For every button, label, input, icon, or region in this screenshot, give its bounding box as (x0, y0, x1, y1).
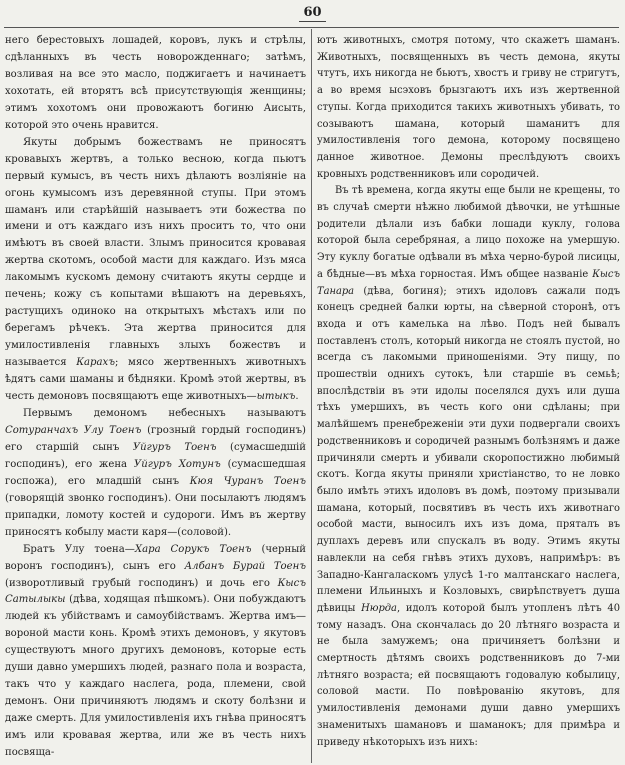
term-karah: Карахъ (76, 357, 115, 369)
right-paragraph-2: Въ тѣ времена, когда якуты еще были не крещены, то въ случаѣ смерти нѣжно любимой дѣвочки, не утѣшные родители дѣлали изъ бабки лошади куклу, голова которой была серебряная, а лицо похоже на умершую. Эту куклу богатые одѣвали въ мѣха черно-бурой лисицы, а бѣдные—въ мѣха горностая. Имъ общее названіе Кысъ Танара (дѣва, богиня); этихъ идоловъ сажали подъ конецъ средней балки юрты, на сѣверной сторонѣ, отъ входа и отъ камелька на лѣво. Подъ ней бывалъ поставленъ столъ, который никогда не стоялъ пустой, но всегда съ лакомыми приношеніями. Эту пищу, по прошествіи однихъ сутокъ, ѣли старшіе въ семьѣ; впослѣдствіи въ эти идолы поселялся духъ или душа тѣхъ умершихъ, въ честь кого они сдѣланы; при малѣйшемъ пренебреженіи эти духи подвергали своихъ родственниковъ и сородичей разнымъ болѣзнямъ и даже причиняли смерть и убивали скоропостижно любимый скотъ. Когда якуты приняли христіанство, то не ловко было имѣть этихъ идоловъ въ домѣ, поэтому призывали шамана, который, посвятивъ въ честь ихъ животнаго особой масти, выносилъ ихъ изъ дома, пряталъ въ дуплахъ деревъ или спускалъ въ воду. Этимъ якуты навлекли на себя гнѣвъ этихъ духовъ, напримѣръ: въ Западно-Кангаласкомъ улусѣ 1-го малтанскаго наслега, племени Ильиныхъ и Козловыхъ, свирѣпствуетъ душа дѣвицы Нюрда, идолъ которой былъ утопленъ лѣтъ 40 тому назадъ. Она скончалась до 20 лѣтняго возраста и не была замужемъ; она причиняетъ болѣзни и смертность дѣтямъ своихъ родственниковъ до 7-ми лѣтняго возраста; ей посвящаютъ годовалую кобылицу, соловой масти. По повѣрованію якутовъ, для умилостивленія демонами души давно умершихъ знаменитыхъ шамановъ и шаманокъ; для примѣра и приведу нѣкоторыхъ изъ нихъ: (317, 185, 620, 748)
left-paragraph-1: него берестовыхъ лошадей, коровъ, лукъ и стрѣлы, сдѣланныхъ въ честь новорожденнаго; затѣмъ, возливая на все это масло, поджигаетъ и начинаетъ хохотать, ей вторятъ всѣ присутствующія женщины; этимъ хохотомъ они провожаютъ богиню Аисыть, которой это очень нравится. (5, 35, 306, 131)
left-paragraph-2: Якуты добрымъ божествамъ не приносятъ кровавыхъ жертвъ, а только весною, когда пьютъ первый кумысъ, въ честь нихъ дѣлаютъ возліяніе на огонь кумысомъ изъ деревянной ступы. При этомъ шаманъ или старѣйшій называетъ эти божества по имени и отъ каждаго изъ нихъ проситъ то, что они имѣютъ въ своей власти. Злымъ приносится кровавая жертва скотомъ, особой масти для каждаго. Изъ мяса лакомымъ кускомъ демону считаютъ якуты сердце и печень; кожу съ копытами вѣшаютъ на деревьяхъ, растущихъ одиноко на открытыхъ мѣстахъ или по берегамъ рѣчекъ. Эта жертва приносится для умилостивленія главныхъ злыхъ божествъ и называется Карахъ; мясо жертвенныхъ животныхъ ѣдятъ сами шаманы и бѣдняки. Кромѣ этой жертвы, въ честь демоновъ посвящаютъ еще животныхъ—ытыкъ. (5, 136, 306, 403)
right-column (317, 33, 620, 751)
page-number (0, 5, 625, 22)
page-number-text: 60 (299, 5, 325, 22)
left-paragraph-3: Первымъ демономъ небесныхъ называютъ Сотуранчахъ Улу Тоенъ (грозный гордый господинъ) его старшій сынъ Уйгуръ Тоенъ (сумасшедшій господинъ), его жена Уйгуръ Хотунъ (сумасшедшая госпожа), его младшій сынъ Кюя Чуранъ Тоенъ (говорящій звонко господинъ). Они посылаютъ людямъ припадки, ломоту костей и судороги. Имъ въ жертву приносятъ кобылу масти каря—(соловой). (5, 407, 307, 538)
right-paragraph-1: ютъ животныхъ, смотря потому, что скажетъ шаманъ. Животныхъ, посвященныхъ въ честь демона, якуты чтутъ, ихъ никогда не бьютъ, хвостъ и гриву не стригутъ, а во время ысэховъ брызгаютъ ихъ изъ жертвенной ступы. Когда приходится такихъ животныхъ убивать, то созываютъ шамана, который шаманитъ для умилостивленія того демона, которому посвящено данное животное. Демоны преслѣдуютъ своихъ кровныхъ родственниковъ или сородичей. (317, 35, 620, 180)
left-paragraph-4: Братъ Улу тоена—Хара Сорукъ Тоенъ (черный воронъ господинъ), сынъ его Албанъ Бурай Тоенъ (изворотливый грубый господинъ) и дочь его Кысъ Сатылыкы (дѣва, ходящая пѣшкомъ). Они побуждаютъ людей къ убійствамъ и самоубійствамъ. Жертва имъ—вороной масти конь. Кромѣ этихъ демоновъ, у якутовъ существуютъ много другихъ демоновъ, которые есть души давно умершихъ людей, разнаго пола и возраста, такъ что у каждаго наслега, рода, племени, свой демонъ. Они причиняютъ людямъ и скоту болѣзни и даже смерть. Для умилостивленія ихъ гнѣва приносятъ имъ или кровавая жертва, или же въ честь нихъ посвяща- (5, 543, 306, 759)
term-ytyk: ытыкъ (256, 391, 296, 403)
column-divider (311, 29, 312, 763)
header-rule (4, 27, 619, 28)
left-column (5, 33, 306, 762)
